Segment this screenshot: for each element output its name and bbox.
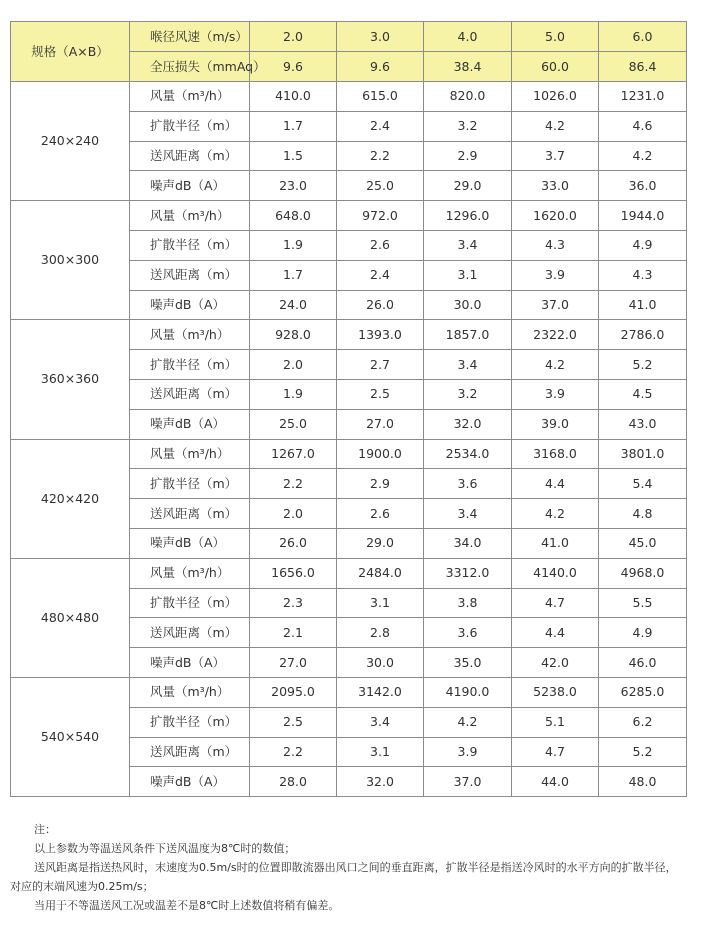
- value-cell: 820.0: [424, 82, 512, 112]
- value-cell: 2.4: [337, 111, 424, 141]
- value-cell: 2.4: [337, 260, 424, 290]
- param-label-cell: 噪声dB（A）: [130, 767, 250, 797]
- speed-value-cell: 2.0: [250, 22, 337, 52]
- value-cell: 972.0: [337, 201, 424, 231]
- value-cell: 37.0: [512, 290, 599, 320]
- header-row-speed: [11, 22, 687, 52]
- value-cell: 2.6: [337, 230, 424, 260]
- value-cell: 2786.0: [599, 320, 687, 350]
- value-cell: 3.4: [337, 707, 424, 737]
- value-cell: 3142.0: [337, 677, 424, 707]
- param-label-cell: 风量（m³/h）: [130, 320, 250, 350]
- value-cell: 2.9: [424, 141, 512, 171]
- value-cell: 3168.0: [512, 439, 599, 469]
- value-cell: 1900.0: [337, 439, 424, 469]
- table-row: [11, 82, 687, 112]
- note-line: 送风距离是指送热风时，末速度为0.5m/s时的位置即散流器出风口之间的垂直距离，扩散半径是指送冷风时的水平方向的扩散半径，对应的末端风速为0.25m/s；: [10, 861, 677, 893]
- size-cell: 300×300: [11, 201, 130, 320]
- value-cell: 45.0: [599, 528, 687, 558]
- value-cell: 1620.0: [512, 201, 599, 231]
- value-cell: 3.9: [512, 379, 599, 409]
- value-cell: 3.2: [424, 379, 512, 409]
- value-cell: 1.5: [250, 141, 337, 171]
- value-cell: 5.2: [599, 350, 687, 380]
- param-label-cell: 扩散半径（m）: [130, 588, 250, 618]
- param-label-cell: 风量（m³/h）: [130, 201, 250, 231]
- value-cell: 2.5: [250, 707, 337, 737]
- size-cell: 480×480: [11, 558, 130, 677]
- table-row: [11, 677, 687, 707]
- value-cell: 1.9: [250, 379, 337, 409]
- speed-value-cell: 6.0: [599, 22, 687, 52]
- value-cell: 30.0: [337, 648, 424, 678]
- value-cell: 4968.0: [599, 558, 687, 588]
- value-cell: 3.6: [424, 618, 512, 648]
- value-cell: 4.7: [512, 737, 599, 767]
- value-cell: 6285.0: [599, 677, 687, 707]
- notes-title: 注：: [34, 823, 56, 836]
- value-cell: 25.0: [250, 409, 337, 439]
- pressure-header-cell: 全压损失（mmAq）: [130, 52, 250, 82]
- value-cell: 4.6: [599, 111, 687, 141]
- value-cell: 29.0: [337, 528, 424, 558]
- value-cell: 26.0: [250, 528, 337, 558]
- pressure-value-cell: 9.6: [250, 52, 337, 82]
- value-cell: 4.7: [512, 588, 599, 618]
- size-cell: 540×540: [11, 677, 130, 796]
- value-cell: 28.0: [250, 767, 337, 797]
- value-cell: 34.0: [424, 528, 512, 558]
- value-cell: 4.3: [599, 260, 687, 290]
- size-cell: 360×360: [11, 320, 130, 439]
- param-label-cell: 风量（m³/h）: [130, 82, 250, 112]
- value-cell: 5.4: [599, 469, 687, 499]
- notes-section: [10, 820, 686, 915]
- param-label-cell: 风量（m³/h）: [130, 677, 250, 707]
- value-cell: 32.0: [337, 767, 424, 797]
- value-cell: 4.2: [512, 499, 599, 529]
- param-label-cell: 噪声dB（A）: [130, 648, 250, 678]
- value-cell: 36.0: [599, 171, 687, 201]
- value-cell: 2322.0: [512, 320, 599, 350]
- speed-value-cell: 5.0: [512, 22, 599, 52]
- value-cell: 2.2: [250, 469, 337, 499]
- value-cell: 39.0: [512, 409, 599, 439]
- value-cell: 41.0: [512, 528, 599, 558]
- value-cell: 2.2: [250, 737, 337, 767]
- value-cell: 42.0: [512, 648, 599, 678]
- pressure-value-cell: 38.4: [424, 52, 512, 82]
- value-cell: 4.9: [599, 230, 687, 260]
- value-cell: 26.0: [337, 290, 424, 320]
- value-cell: 3.2: [424, 111, 512, 141]
- value-cell: 1.7: [250, 111, 337, 141]
- value-cell: 1267.0: [250, 439, 337, 469]
- value-cell: 32.0: [424, 409, 512, 439]
- value-cell: 2484.0: [337, 558, 424, 588]
- table-row: [11, 558, 687, 588]
- value-cell: 2.1: [250, 618, 337, 648]
- value-cell: 3.1: [337, 588, 424, 618]
- value-cell: 24.0: [250, 290, 337, 320]
- value-cell: 1.7: [250, 260, 337, 290]
- value-cell: 1026.0: [512, 82, 599, 112]
- value-cell: 615.0: [337, 82, 424, 112]
- speed-value-cell: 4.0: [424, 22, 512, 52]
- value-cell: 3.1: [424, 260, 512, 290]
- value-cell: 1296.0: [424, 201, 512, 231]
- value-cell: 4.2: [512, 350, 599, 380]
- value-cell: 1857.0: [424, 320, 512, 350]
- value-cell: 4.4: [512, 618, 599, 648]
- note-line: 当用于不等温送风工况或温差不是8℃时上述数值将稍有偏差。: [34, 899, 340, 912]
- value-cell: 3.4: [424, 499, 512, 529]
- param-label-cell: 风量（m³/h）: [130, 439, 250, 469]
- param-label-cell: 扩散半径（m）: [130, 111, 250, 141]
- spec-table: [10, 21, 687, 797]
- value-cell: 1656.0: [250, 558, 337, 588]
- value-cell: 2.8: [337, 618, 424, 648]
- value-cell: 6.2: [599, 707, 687, 737]
- value-cell: 3312.0: [424, 558, 512, 588]
- pressure-value-cell: 9.6: [337, 52, 424, 82]
- value-cell: 30.0: [424, 290, 512, 320]
- speed-value-cell: 3.0: [337, 22, 424, 52]
- table-body: [11, 22, 687, 797]
- param-label-cell: 送风距离（m）: [130, 141, 250, 171]
- value-cell: 44.0: [512, 767, 599, 797]
- value-cell: 648.0: [250, 201, 337, 231]
- value-cell: 1393.0: [337, 320, 424, 350]
- value-cell: 4.8: [599, 499, 687, 529]
- value-cell: 37.0: [424, 767, 512, 797]
- value-cell: 27.0: [337, 409, 424, 439]
- param-label-cell: 噪声dB（A）: [130, 290, 250, 320]
- value-cell: 2.7: [337, 350, 424, 380]
- spec-header-cell: 规格（A×B）: [11, 22, 130, 82]
- value-cell: 35.0: [424, 648, 512, 678]
- value-cell: 29.0: [424, 171, 512, 201]
- value-cell: 4190.0: [424, 677, 512, 707]
- param-label-cell: 扩散半径（m）: [130, 707, 250, 737]
- value-cell: 3801.0: [599, 439, 687, 469]
- value-cell: 4.4: [512, 469, 599, 499]
- param-label-cell: 送风距离（m）: [130, 499, 250, 529]
- param-label-cell: 送风距离（m）: [130, 260, 250, 290]
- table-row: [11, 439, 687, 469]
- value-cell: 3.9: [512, 260, 599, 290]
- value-cell: 2.5: [337, 379, 424, 409]
- value-cell: 410.0: [250, 82, 337, 112]
- value-cell: 4.3: [512, 230, 599, 260]
- value-cell: 5.1: [512, 707, 599, 737]
- value-cell: 2.6: [337, 499, 424, 529]
- param-label-cell: 扩散半径（m）: [130, 350, 250, 380]
- value-cell: 2.9: [337, 469, 424, 499]
- value-cell: 4.9: [599, 618, 687, 648]
- size-cell: 240×240: [11, 82, 130, 201]
- size-cell: 420×420: [11, 439, 130, 558]
- value-cell: 2.0: [250, 350, 337, 380]
- value-cell: 5.5: [599, 588, 687, 618]
- note-line: 以上参数为等温送风条件下送风温度为8℃时的数值；: [34, 842, 296, 855]
- value-cell: 5238.0: [512, 677, 599, 707]
- value-cell: 27.0: [250, 648, 337, 678]
- value-cell: 25.0: [337, 171, 424, 201]
- value-cell: 48.0: [599, 767, 687, 797]
- value-cell: 3.6: [424, 469, 512, 499]
- param-label-cell: 扩散半径（m）: [130, 469, 250, 499]
- param-label-cell: 扩散半径（m）: [130, 230, 250, 260]
- value-cell: 3.1: [337, 737, 424, 767]
- value-cell: 2.2: [337, 141, 424, 171]
- value-cell: 3.8: [424, 588, 512, 618]
- value-cell: 3.4: [424, 230, 512, 260]
- value-cell: 4.2: [512, 111, 599, 141]
- value-cell: 4140.0: [512, 558, 599, 588]
- value-cell: 3.9: [424, 737, 512, 767]
- table-row: [11, 320, 687, 350]
- value-cell: 4.2: [424, 707, 512, 737]
- param-label-cell: 噪声dB（A）: [130, 409, 250, 439]
- param-label-cell: 送风距离（m）: [130, 379, 250, 409]
- value-cell: 23.0: [250, 171, 337, 201]
- param-label-cell: 噪声dB（A）: [130, 171, 250, 201]
- value-cell: 2.0: [250, 499, 337, 529]
- value-cell: 1944.0: [599, 201, 687, 231]
- pressure-value-cell: 60.0: [512, 52, 599, 82]
- value-cell: 33.0: [512, 171, 599, 201]
- value-cell: 3.7: [512, 141, 599, 171]
- value-cell: 41.0: [599, 290, 687, 320]
- value-cell: 1231.0: [599, 82, 687, 112]
- param-label-cell: 风量（m³/h）: [130, 558, 250, 588]
- value-cell: 2.3: [250, 588, 337, 618]
- value-cell: 1.9: [250, 230, 337, 260]
- value-cell: 3.4: [424, 350, 512, 380]
- speed-header-cell: 喉径风速（m/s）: [130, 22, 250, 52]
- value-cell: 4.2: [599, 141, 687, 171]
- value-cell: 43.0: [599, 409, 687, 439]
- value-cell: 4.5: [599, 379, 687, 409]
- value-cell: 2534.0: [424, 439, 512, 469]
- value-cell: 2095.0: [250, 677, 337, 707]
- param-label-cell: 送风距离（m）: [130, 618, 250, 648]
- value-cell: 46.0: [599, 648, 687, 678]
- param-label-cell: 噪声dB（A）: [130, 528, 250, 558]
- value-cell: 5.2: [599, 737, 687, 767]
- param-label-cell: 送风距离（m）: [130, 737, 250, 767]
- value-cell: 928.0: [250, 320, 337, 350]
- pressure-value-cell: 86.4: [599, 52, 687, 82]
- table-row: [11, 201, 687, 231]
